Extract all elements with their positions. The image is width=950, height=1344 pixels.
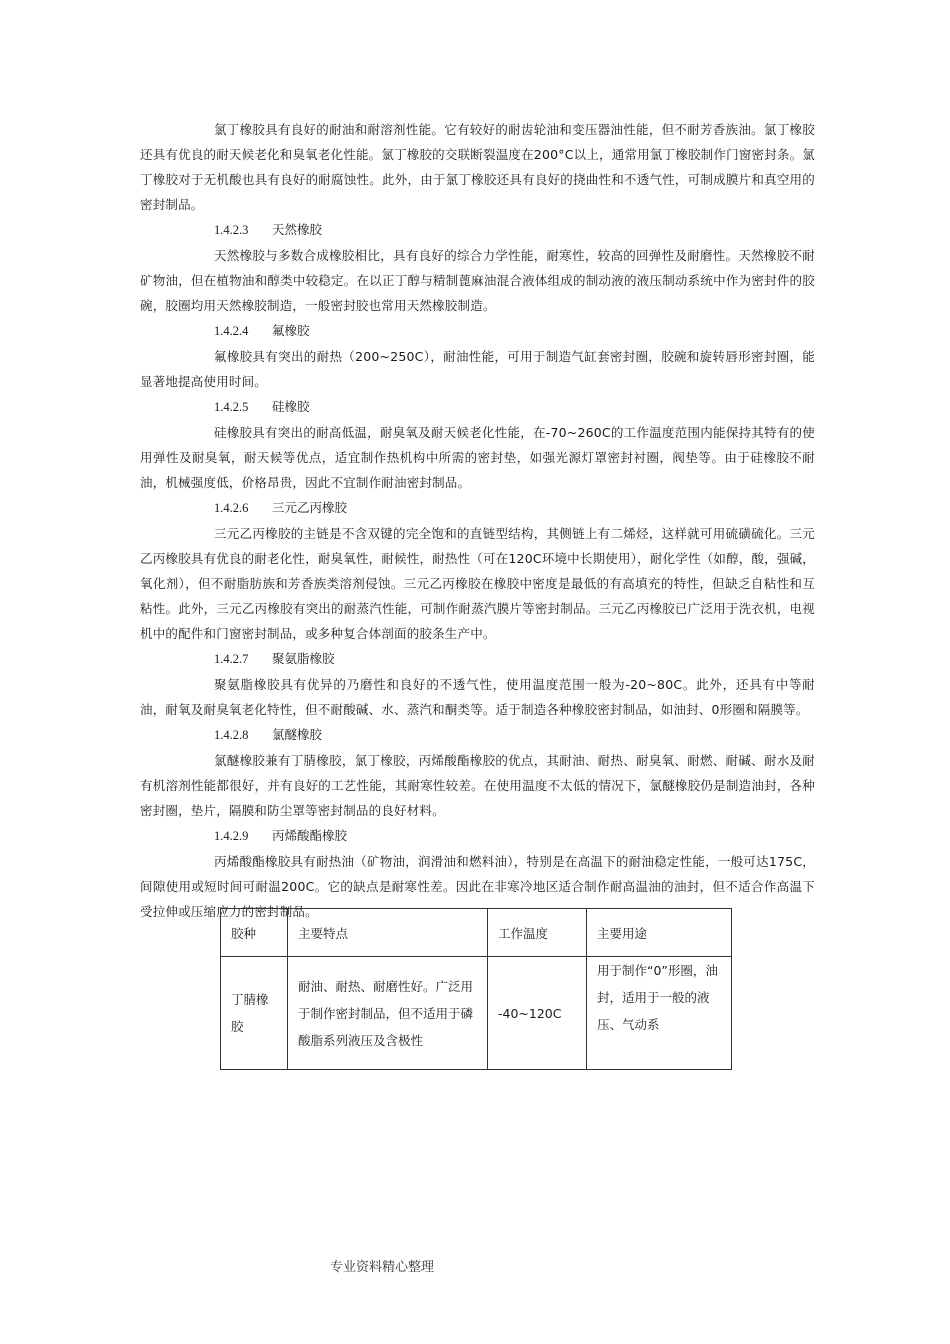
section-title: 氟橡胶 (272, 323, 310, 338)
section-heading-fluoro-rubber (140, 318, 815, 344)
section-title: 硅橡胶 (272, 399, 310, 414)
rubber-table-wrapper (220, 908, 732, 1070)
paragraph-epdm: 三元乙丙橡胶的主链是不含双键的完全饱和的直链型结构，其侧链上有二烯烃，这样就可用硫磺硫化。三元乙丙橡胶具有优良的耐老化性，耐臭氧性，耐候性，耐热性（可在120C环境中长期使用），耐化学性（如醇，酸，强碱，氧化剂），但不耐脂肪族和芳香族类溶剂侵蚀。三元乙丙橡胶在橡胶中密度是最低的有高填充的特性，但缺乏自粘性和互粘性。此外，三元乙丙橡胶有突出的耐蒸汽性能，可制作耐蒸汽膜片等密封制品。三元乙丙橡胶已广泛用于洗衣机，电视机中的配件和门窗密封制品，或多种复合体剖面的胶条生产中。 (140, 526, 815, 641)
cell-type: 丁腈橡胶 (221, 957, 288, 1070)
header-usage: 主要用途 (587, 909, 732, 957)
section-number: 1.4.2.5 (214, 400, 249, 414)
section-number: 1.4.2.9 (214, 829, 249, 843)
table-header-row (221, 909, 732, 957)
page-footer: 专业资料精心整理 (330, 1260, 435, 1275)
section-title: 丙烯酸酯橡胶 (272, 828, 348, 843)
paragraph-chloroprene: 氯丁橡胶具有良好的耐油和耐溶剂性能。它有较好的耐齿轮油和变压器油性能，但不耐芳香族油。氯丁橡胶还具有优良的耐天候老化和臭氧老化性能。氯丁橡胶的交联断裂温度在200°C以上，通常用氯丁橡胶制作门窗密封条。氯丁橡胶对于无机酸也具有良好的耐腐蚀性。此外，由于氯丁橡胶还具有良好的挠曲性和不透气性，可制成膜片和真空用的密封制品。 (140, 122, 815, 212)
section-number: 1.4.2.7 (214, 652, 249, 666)
cell-features: 耐油、耐热、耐磨性好。广泛用于制作密封制品，但不适用于磷酸脂系列液压及含极性 (288, 957, 488, 1070)
section-number: 1.4.2.4 (214, 324, 249, 338)
section-title: 聚氨脂橡胶 (272, 651, 335, 666)
section-number: 1.4.2.8 (214, 728, 249, 742)
section-heading-silicone-rubber (140, 394, 815, 420)
table-row (221, 957, 732, 1070)
header-temp: 工作温度 (488, 909, 587, 957)
document-body (140, 117, 815, 924)
cell-temp: -40~120C (488, 957, 587, 1070)
header-features: 主要特点 (288, 909, 488, 957)
section-title: 三元乙丙橡胶 (272, 500, 348, 515)
section-number: 1.4.2.6 (214, 501, 249, 515)
rubber-properties-table (220, 908, 732, 1070)
paragraph-acrylate: 丙烯酸酯橡胶具有耐热油（矿物油，润滑油和燃料油），特别是在高温下的耐油稳定性能，一般可达175C，间隙使用或短时间可耐温200C。它的缺点是耐寒性差。因此在非寒冷地区适合制作耐高温油的油封，但不适合作高温下受拉伸或压缩应力的密封制品。 (140, 854, 815, 919)
section-heading-epichlorohydrin (140, 722, 815, 748)
paragraph-natural-rubber: 天然橡胶与多数合成橡胶相比，具有良好的综合力学性能，耐寒性，较高的回弹性及耐磨性。天然橡胶不耐矿物油，但在植物油和醇类中较稳定。在以正丁醇与精制蓖麻油混合液体组成的制动液的液压制动系统中作为密封件的胶碗，胶圈均用天然橡胶制造，一般密封胶也常用天然橡胶制造。 (140, 248, 815, 313)
section-heading-natural-rubber (140, 217, 815, 243)
cell-usage: 用于制作“0”形圈，油封，适用于一般的液压、气动系 (587, 957, 732, 1070)
section-title: 天然橡胶 (272, 222, 323, 237)
paragraph-polyurethane: 聚氨脂橡胶具有优异的乃磨性和良好的不透气性，使用温度范围一般为-20~80C。此外，还具有中等耐油，耐氧及耐臭氧老化特性，但不耐酸碱、水、蒸汽和酮类等。适于制造各种橡胶密封制品，如油封、0形圈和隔膜等。 (140, 677, 815, 717)
header-type: 胶种 (221, 909, 288, 957)
section-heading-polyurethane (140, 646, 815, 672)
section-heading-epdm (140, 495, 815, 521)
paragraph-silicone-rubber: 硅橡胶具有突出的耐高低温，耐臭氧及耐天候老化性能，在-70~260C的工作温度范围内能保持其特有的使用弹性及耐臭氧，耐天候等优点，适宜制作热机构中所需的密封垫，如强光源灯罩密封衬圈，阀垫等。由于硅橡胶不耐油，机械强度低，价格昂贵，因此不宜制作耐油密封制品。 (140, 425, 815, 490)
section-heading-acrylate (140, 823, 815, 849)
section-number: 1.4.2.3 (214, 223, 249, 237)
section-title: 氯醚橡胶 (272, 727, 323, 742)
paragraph-fluoro-rubber: 氟橡胶具有突出的耐热（200~250C），耐油性能，可用于制造气缸套密封圈，胶碗和旋转唇形密封圈，能显著地提高使用时间。 (140, 349, 815, 389)
paragraph-epichlorohydrin: 氯醚橡胶兼有丁腈橡胶，氯丁橡胶，丙烯酸酯橡胶的优点，其耐油、耐热、耐臭氧、耐燃、耐碱、耐水及耐有机溶剂性能都很好，并有良好的工艺性能，其耐寒性较差。在使用温度不太低的情况下，氯醚橡胶仍是制造油封，各种密封圈，垫片，隔膜和防尘罩等密封制品的良好材料。 (140, 753, 815, 818)
